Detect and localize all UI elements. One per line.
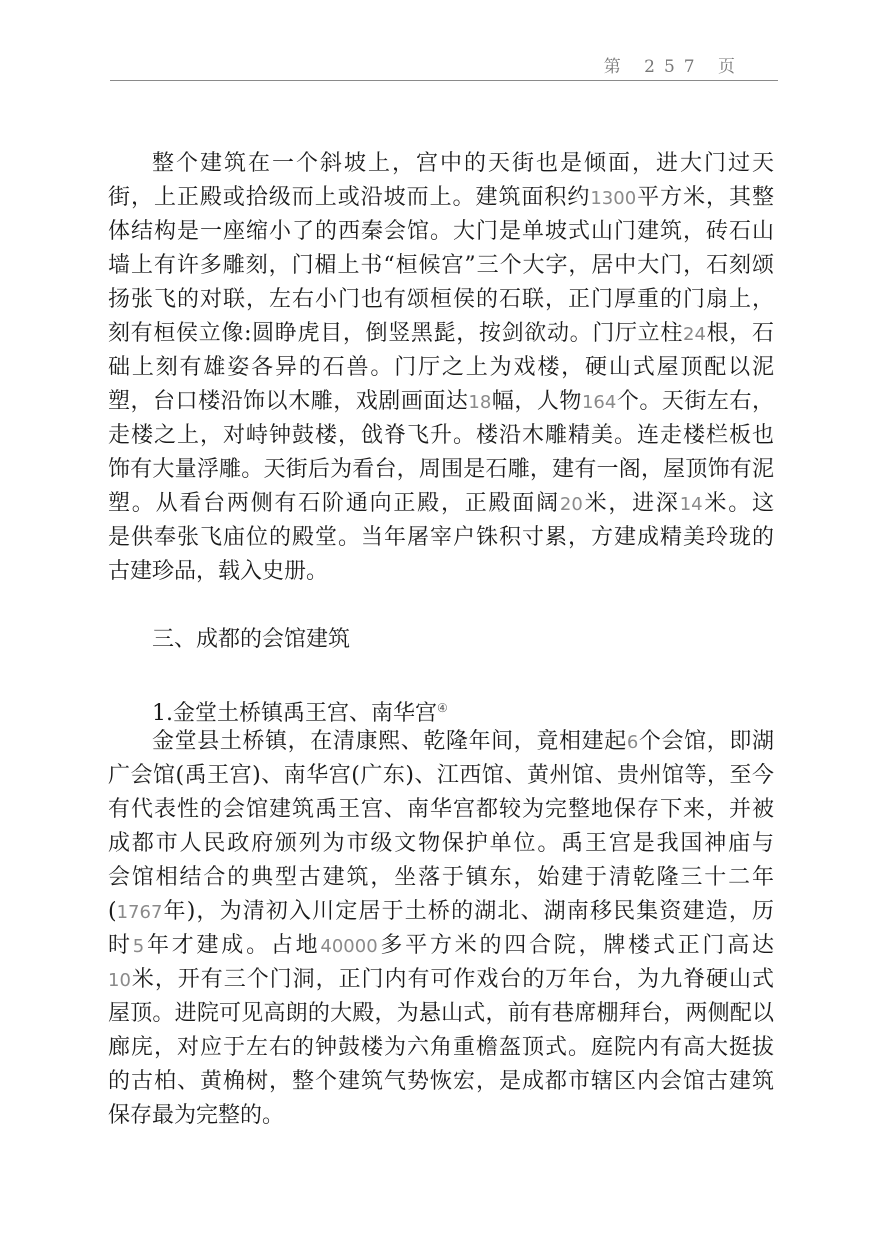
text-line: 墙上有许多雕刻，门楣上书“桓候宫”三个大字，居中大门，石刻颂 xyxy=(108,253,774,278)
subsection-heading xyxy=(108,691,774,725)
text-line: 饰有大量浮雕。天街后为看台，周围是石雕，建有一阁，屋顶饰有泥 xyxy=(108,457,774,482)
text-line: 塑。从看台两侧有石阶通向正殿，正殿面阔20米，进深14米。这 xyxy=(108,491,774,516)
text-line: 街，上正殿或拾级而上或沿坡而上。建筑面积约1300平方米，其整 xyxy=(108,185,774,210)
text-line: 刻有桓侯立像:圆睁虎目，倒竖黑髭，按剑欲动。门厅立柱24根，石 xyxy=(108,321,774,346)
text-line: 体结构是一座缩小了的西秦会馆。大门是单坡式山门建筑，砖石山 xyxy=(108,219,774,244)
text-line: 整个建筑在一个斜坡上，宫中的天街也是倾面，进大门过天 xyxy=(152,151,774,176)
text-line: 廊庑，对应于左右的钟鼓楼为六角重檐盔顶式。庭院内有高大挺拔 xyxy=(108,1035,774,1060)
text-line: 保存最为完整的。 xyxy=(108,1103,285,1128)
text-line: (1767年)，为清初入川定居于土桥的湖北、湖南移民集资建造，历 xyxy=(108,899,774,924)
footnote-marker: ④ xyxy=(437,701,448,715)
page-body xyxy=(108,147,774,1133)
text-line: 成都市人民政府颁列为市级文物保护单位。禹王宫是我国神庙与 xyxy=(108,831,774,856)
text-line: 走楼之上，对峙钟鼓楼，戗脊飞升。楼沿木雕精美。连走楼栏板也 xyxy=(108,423,774,448)
text-line: 础上刻有雄姿各异的石兽。门厅之上为戏楼，硬山式屋顶配以泥 xyxy=(108,355,774,380)
text-line: 10米，开有三个门洞，正门内有可作戏台的万年台，为九脊硬山式 xyxy=(108,967,774,992)
text-line: 扬张飞的对联，左右小门也有颂桓侯的石联，正门厚重的门扇上， xyxy=(108,287,774,312)
page-number: 第 257 页 xyxy=(603,57,744,77)
paragraph xyxy=(108,725,774,1133)
text-line: 古建珍品，载入史册。 xyxy=(108,559,329,584)
text-line: 会馆相结合的典型古建筑，坐落于镇东，始建于清乾隆三十二年 xyxy=(108,865,774,890)
header-rule xyxy=(110,80,778,81)
text-line: 是供奉张飞庙位的殿堂。当年屠宰户铢积寸累，方建成精美玲珑的 xyxy=(108,525,774,550)
text-line: 塑，台口楼沿饰以木雕，戏剧画面达18幅，人物164个。天街左右， xyxy=(108,389,774,414)
text-line: 时5年才建成。占地40000多平方米的四合院，牌楼式正门高达 xyxy=(108,933,774,958)
section-heading: 三、成都的会馆建筑 xyxy=(152,627,351,652)
text-line: 的古柏、黄桷树，整个建筑气势恢宏，是成都市辖区内会馆古建筑 xyxy=(108,1069,774,1094)
page-header xyxy=(110,52,778,80)
subsection-heading-text: 1.金堂土桥镇禹王宫、南华宫 xyxy=(152,701,437,726)
text-line: 广会馆(禹王宫)、南华宫(广东)、江西馆、黄州馆、贵州馆等，至今 xyxy=(108,763,774,788)
text-line: 屋顶。进院可见高朗的大殿，为悬山式，前有巷席棚拜台，两侧配以 xyxy=(108,1001,774,1026)
text-line: 金堂县土桥镇，在清康熙、乾隆年间，竟相建起6个会馆，即湖 xyxy=(152,729,774,754)
paragraph xyxy=(108,147,774,589)
text-line: 有代表性的会馆建筑禹王宫、南华宫都较为完整地保存下来，并被 xyxy=(108,797,774,822)
